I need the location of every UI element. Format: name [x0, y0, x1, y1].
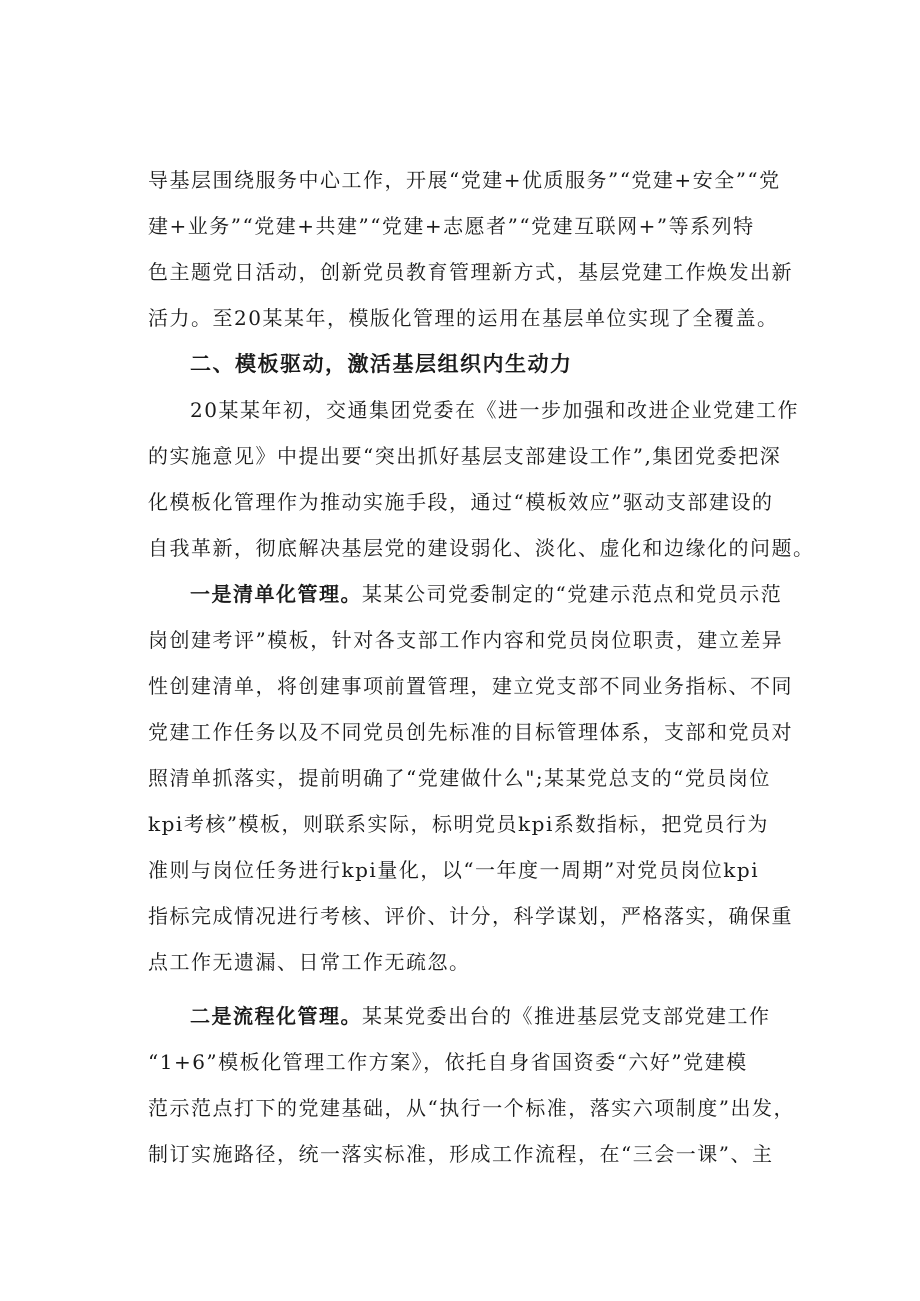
text-span: 某某公司党委制定的“党建示范点和党员示范 [362, 582, 783, 606]
text-line: “1+6”模板化管理工作方案》，依托自身省国资委“六好”党建模 [148, 1050, 748, 1074]
text-line: 照清单抓落实，提前明确了“党建做什么";某某党总支的“党员岗位 [148, 766, 771, 790]
text-line: 化模板化管理作为推动实施手段，通过“模板效应”驱动支部建设的 [148, 490, 774, 514]
text-line: 色主题党日活动，创新党员教育管理新方式，基层党建工作焕发出新 [148, 260, 793, 284]
text-line: 指标完成情况进行考核、评价、计分，科学谋划，严格落实，确保重 [148, 904, 793, 928]
text-line: 准则与岗位任务进行kpi量化，以“一年度一周期”对党员岗位kpi [148, 858, 760, 882]
paragraph-group-opinion [148, 387, 815, 571]
text-line: 导基层围绕服务中心工作，开展“党建+优质服务”“党建+安全”“党 [148, 168, 781, 192]
text-line: 性创建清单，将创建事项前置管理，建立党支部不同业务指标、不同 [148, 674, 793, 698]
paragraph-service-activities [148, 157, 812, 341]
paragraph-process-management [148, 993, 812, 1177]
text-line [148, 993, 812, 1039]
text-line: 的实施意见》中提出要“突出抓好基层支部建设工作”,集团党委把深 [148, 444, 782, 468]
section-heading-two: 二、模板驱动，激活基层组织内生动力 [190, 352, 573, 376]
text-line: 建+业务”“党建+共建”“党建+志愿者”“党建互联网+”等系列特 [148, 214, 755, 238]
text-line [148, 571, 812, 617]
paragraph-gap [148, 985, 812, 993]
text-line: 岗创建考评”模板，针对各支部工作内容和党员岗位职责，建立差异 [148, 628, 784, 652]
text-line: 点工作无遗漏、日常工作无疏忽。 [148, 950, 471, 974]
paragraph-checklist-management [148, 571, 812, 985]
lead-phrase: 二是流程化管理。 [190, 1004, 362, 1028]
text-line: 党建工作任务以及不同党员创先标准的目标管理体系，支部和党员对 [148, 720, 793, 744]
text-line: kpi考核”模板，则联系实际，标明党员kpi系数指标，把党员行为 [148, 812, 769, 836]
text-line: 活力。至20某某年，模版化管理的运用在基层单位实现了全覆盖。 [148, 306, 779, 330]
text-line: 自我革新，彻底解决基层党的建设弱化、淡化、虚化和边缘化的问题。 [148, 536, 815, 560]
text-span: 某某党委出台的《推进基层党支部党建工作 [362, 1004, 771, 1028]
text-line: 制订实施路径，统一落实标准，形成工作流程，在“三会一课”、主 [148, 1142, 774, 1166]
text-line: 范示范点打下的党建基础，从“执行一个标准，落实六项制度”出发， [148, 1096, 795, 1120]
text-line: 20某某年初，交通集团党委在《进一步加强和改进企业党建工作 [190, 398, 799, 422]
lead-phrase: 一是清单化管理。 [190, 582, 362, 606]
